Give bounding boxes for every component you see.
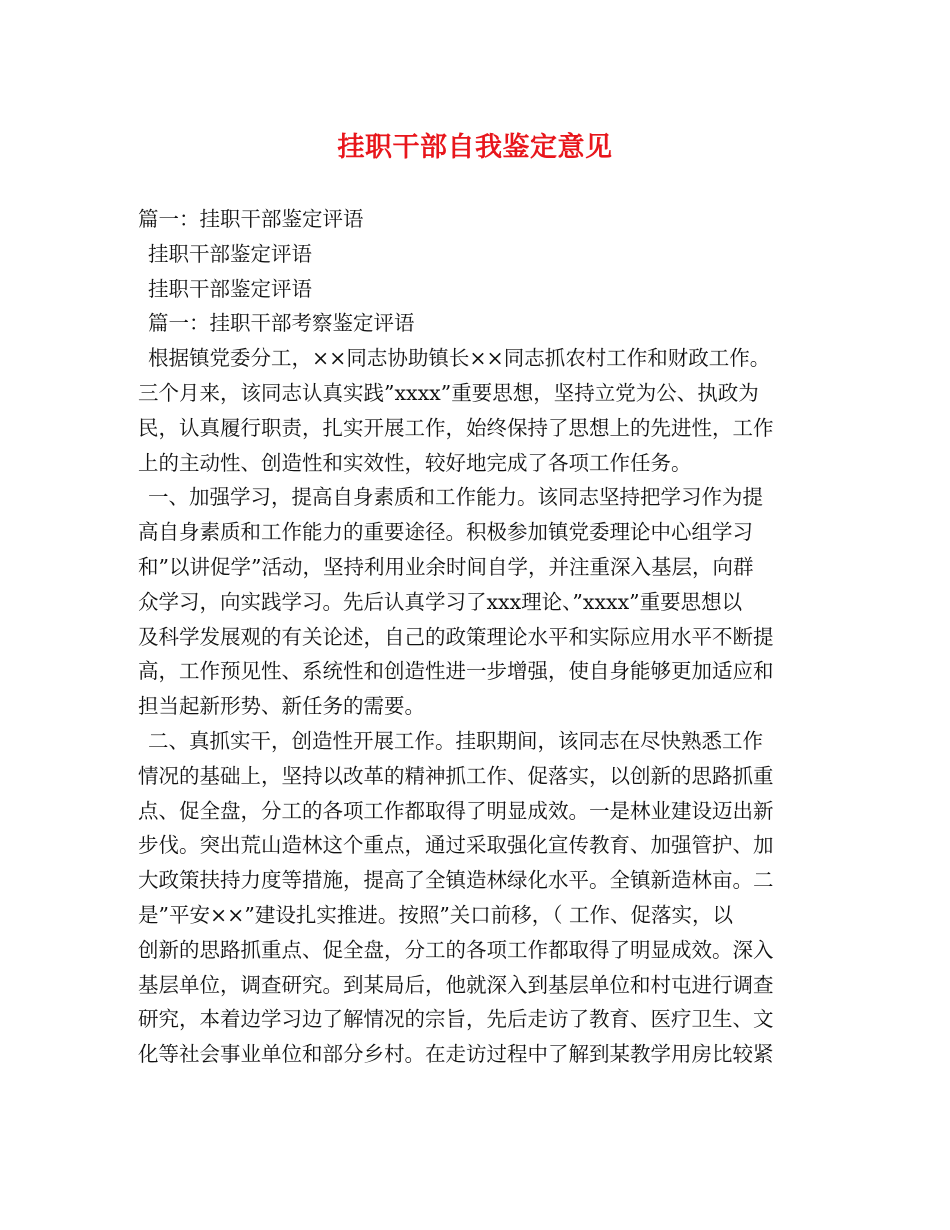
heading-line: 篇一：挂职干部鉴定评语 bbox=[138, 207, 364, 231]
paragraph-line: 是”平安××”建设扎实推进。按照”关口前移，（ 工作、促落实，以 bbox=[138, 902, 734, 927]
subheading-line: 篇一：挂职干部考察鉴定评语 bbox=[148, 311, 415, 336]
paragraph-line: 大政策扶持力度等措施，提高了全镇造林绿化水平。全镇新造林亩。二 bbox=[138, 868, 774, 893]
document-body bbox=[138, 202, 828, 1072]
paragraph-line: 和”以讲促学”活动，坚持利用业余时间自学，并注重深入基层，向群 bbox=[138, 554, 754, 579]
subheading-line: 挂职干部鉴定评语 bbox=[148, 276, 312, 301]
paragraph-line: 创新的思路抓重点、促全盘，分工的各项工作都取得了明显成效。深入 bbox=[138, 937, 774, 962]
paragraph-line: 高自身素质和工作能力的重要途径。积极参加镇党委理论中心组学习 bbox=[138, 520, 753, 545]
paragraph-line: 基层单位，调查研究。到某局后，他就深入到基层单位和村屯进行调查 bbox=[138, 972, 774, 997]
paragraph-line: 研究，本着边学习边了解情况的宗旨，先后走访了教育、医疗卫生、文 bbox=[138, 1007, 774, 1032]
paragraph-line: 高，工作预见性、系统性和创造性进一步增强，使自身能够更加适应和 bbox=[138, 659, 774, 684]
paragraph-line: 三个月来，该同志认真实践”xxxx”重要思想，坚持立党为公、执政为 bbox=[138, 380, 759, 405]
paragraph-line: 情况的基础上，坚持以改革的精神抓工作、促落实，以创新的思路抓重 bbox=[138, 763, 774, 788]
paragraph-line: 根据镇党委分工，××同志协助镇长××同志抓农村工作和财政工作。 bbox=[148, 346, 771, 371]
paragraph-line: 众学习，向实践学习。先后认真学习了xxx理论、”xxxx”重要思想以 bbox=[138, 589, 743, 614]
paragraph-line: 及科学发展观的有关论述，自己的政策理论水平和实际应用水平不断提 bbox=[138, 624, 774, 649]
paragraph-line: 民，认真履行职责，扎实开展工作，始终保持了思想上的先进性，工作 bbox=[138, 415, 774, 440]
subheading-line: 挂职干部鉴定评语 bbox=[148, 241, 312, 266]
paragraph-line: 点、促全盘，分工的各项工作都取得了明显成效。一是林业建设迈出新 bbox=[138, 798, 774, 823]
paragraph-line: 担当起新形势、新任务的需要。 bbox=[138, 694, 425, 719]
paragraph-line: 一、加强学习，提高自身素质和工作能力。该同志坚持把学习作为提 bbox=[148, 485, 763, 510]
paragraph-line: 化等社会事业单位和部分乡村。在走访过程中了解到某教学用房比较紧 bbox=[138, 1042, 774, 1067]
paragraph-line: 上的主动性、创造性和实效性，较好地完成了各项工作任务。 bbox=[138, 450, 692, 475]
paragraph-line: 步伐。突出荒山造林这个重点，通过采取强化宣传教育、加强管护、加 bbox=[138, 833, 774, 858]
document-title: 挂职干部自我鉴定意见 bbox=[337, 132, 613, 163]
paragraph-line: 二、真抓实干，创造性开展工作。挂职期间，该同志在尽快熟悉工作 bbox=[148, 728, 763, 753]
